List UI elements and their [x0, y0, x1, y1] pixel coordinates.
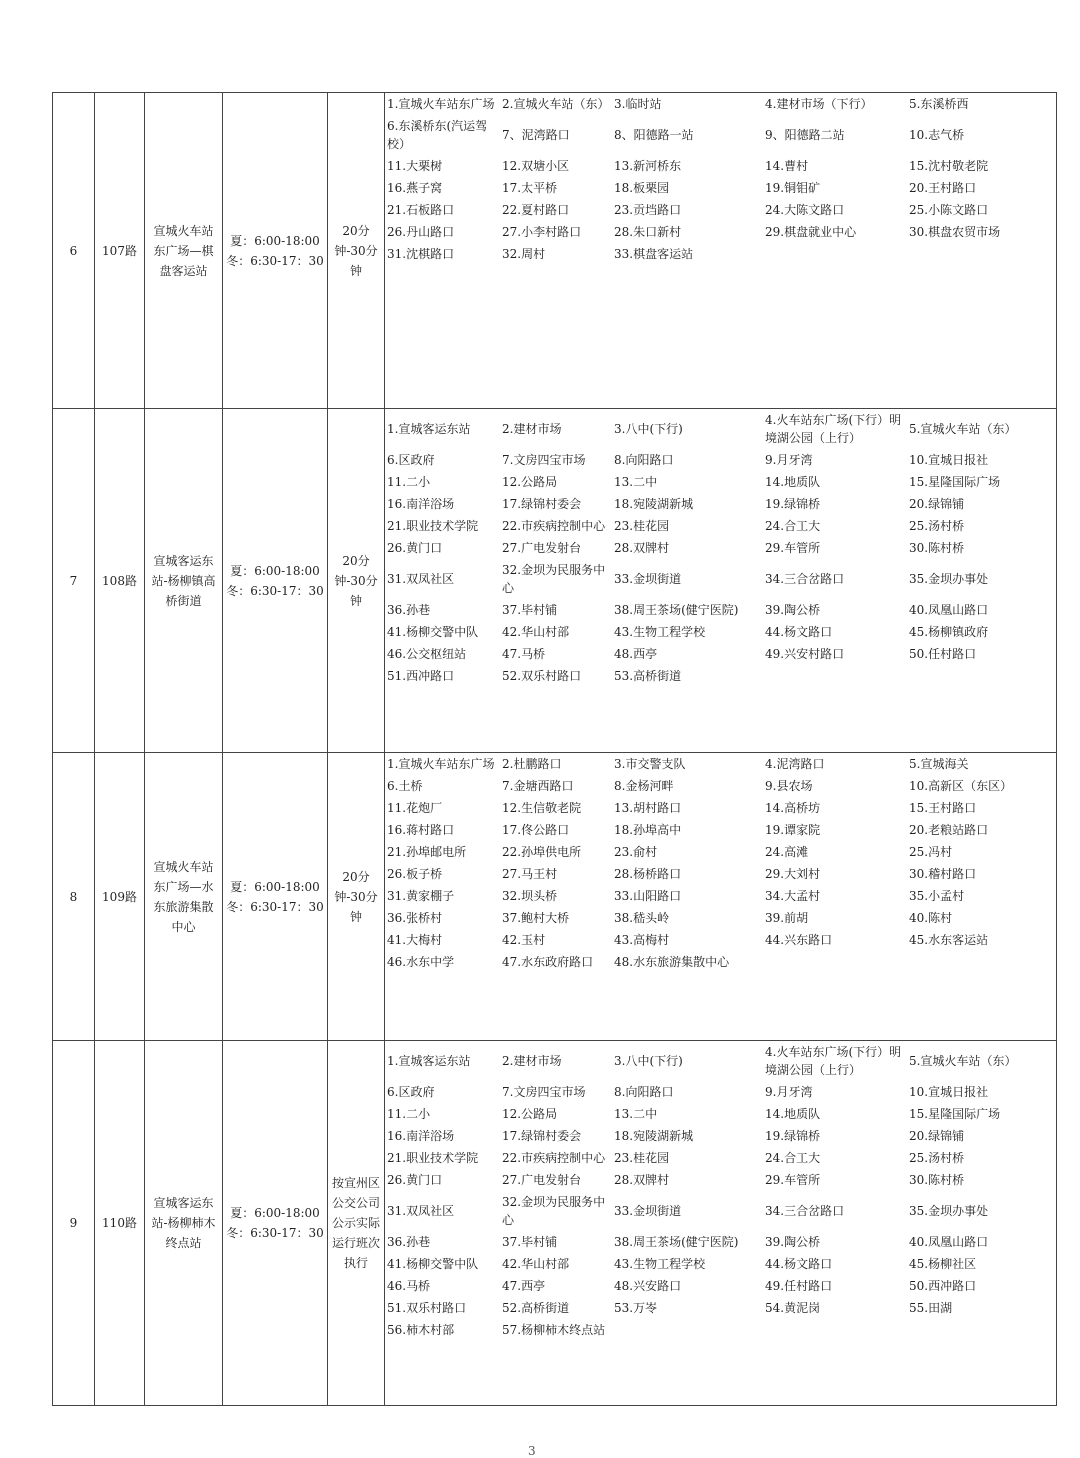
stop-item: 8.金杨河畔 [614, 779, 674, 793]
route-row [53, 93, 1057, 409]
stop-item: 15.星隆国际广场 [909, 475, 1001, 489]
stop-item: 53.万岺 [614, 1301, 658, 1315]
route-name-text: 宣城客运东站-杨柳柿木终点站 [151, 1196, 216, 1250]
route-number [95, 1041, 145, 1406]
stop-item: 48.西亭 [614, 647, 658, 661]
stop-item: 25.小陈文路口 [909, 203, 989, 217]
route-name [145, 93, 223, 409]
stop-item: 21.职业技术学院 [387, 519, 479, 533]
stop-item: 13.胡村路口 [614, 801, 682, 815]
stop-item: 11.二小 [387, 475, 431, 489]
interval-text: 按宣州区公交公司公示实际运行班次执行 [331, 1176, 380, 1270]
stop-item: 47.水东政府路口 [502, 955, 594, 969]
stop-item: 39.陶公桥 [765, 1235, 821, 1249]
summer-hours: 夏：6:00-18:00 [230, 563, 320, 578]
route-name [145, 1041, 223, 1406]
stop-item: 46.马桥 [387, 1279, 431, 1293]
stop-item: 47.马桥 [502, 647, 546, 661]
stop-item: 10.宣城日报社 [909, 1085, 989, 1099]
stop-item: 44.兴东路口 [765, 933, 833, 947]
stop-item: 4.火车站东广场(下行）明境湖公园（上行） [765, 413, 902, 445]
stop-item: 19.绿锦桥 [765, 1129, 821, 1143]
stop-item: 36.孙巷 [387, 1235, 431, 1249]
stop-item: 7.金塘西路口 [502, 779, 574, 793]
stops [385, 409, 1057, 753]
stop-item: 5.宣城火车站（东） [909, 422, 1017, 436]
stop-item: 23.桂花园 [614, 519, 670, 533]
stop-item: 5.东溪桥西 [909, 97, 969, 111]
stop-item: 26.板子桥 [387, 867, 443, 881]
stop-item: 45.杨柳镇政府 [909, 625, 989, 639]
stop-item: 37.鲍村大桥 [502, 911, 570, 925]
stop-item: 41.杨柳交警中队 [387, 625, 479, 639]
stop-item: 19.铜钼矿 [765, 181, 821, 195]
stop-item: 6.区政府 [387, 1085, 435, 1099]
stop-item: 28.朱口新村 [614, 225, 682, 239]
stop-item: 5.宣城海关 [909, 757, 969, 771]
stop-item: 51.双乐村路口 [387, 1301, 467, 1315]
stop-item: 16.南洋浴场 [387, 1129, 455, 1143]
stop-item: 38.嵇头岭 [614, 911, 670, 925]
row-number [53, 753, 95, 1041]
stop-item: 29.车管所 [765, 1173, 821, 1187]
stop-item: 56.柿木村部 [387, 1323, 455, 1337]
winter-hours: 冬：6:30-17：30 [226, 253, 324, 268]
summer-hours: 夏：6:00-18:00 [230, 233, 320, 248]
page-number: 3 [528, 1444, 536, 1458]
stop-item: 23.俞村 [614, 845, 658, 859]
stop-item: 19.绿锦桥 [765, 497, 821, 511]
stop-item: 20.王村路口 [909, 181, 977, 195]
stop-item: 2.建材市场 [502, 1054, 562, 1068]
stop-item: 28.杨桥路口 [614, 867, 682, 881]
stop-item: 11.二小 [387, 1107, 431, 1121]
stop-item: 9、阳德路二站 [765, 128, 845, 142]
stop-item: 14.地质队 [765, 1107, 821, 1121]
stop-list [385, 1041, 1056, 1341]
stop-item: 2.建材市场 [502, 422, 562, 436]
interval-text: 20分钟-30分钟 [334, 869, 378, 924]
operating-hours [223, 753, 328, 1041]
interval [328, 1041, 385, 1406]
stop-item: 21.职业技术学院 [387, 1151, 479, 1165]
stop-item: 18.孙埠高中 [614, 823, 682, 837]
stops [385, 753, 1057, 1041]
route-name-text: 宣城火车站东广场—棋盘客运站 [153, 223, 214, 278]
row-number [53, 93, 95, 409]
stop-item: 22.市疾病控制中心 [502, 519, 606, 533]
route-number-text: 107路 [102, 243, 137, 258]
stop-item: 36.张桥村 [387, 911, 443, 925]
stop-item: 22.市疾病控制中心 [502, 1151, 606, 1165]
stop-item: 4.泥湾路口 [765, 757, 825, 771]
stop-item: 47.西亭 [502, 1279, 546, 1293]
stop-item: 3.八中(下行) [614, 422, 683, 436]
bus-route-table [52, 92, 1057, 1406]
stop-item: 6.土桥 [387, 779, 423, 793]
stop-item: 28.双牌村 [614, 541, 670, 555]
stop-item: 33.金坝街道 [614, 1204, 682, 1218]
stop-item: 36.孙巷 [387, 603, 431, 617]
stop-item: 25.冯村 [909, 845, 953, 859]
stops [385, 93, 1057, 409]
stop-item: 34.三合岔路口 [765, 1204, 845, 1218]
stop-item: 20.绿锦铺 [909, 1129, 965, 1143]
stop-item: 25.汤村桥 [909, 1151, 965, 1165]
route-row [53, 1041, 1057, 1406]
route-name-text: 宣城火车站东广场—水东旅游集散中心 [153, 859, 214, 934]
stop-item: 42.华山村部 [502, 1257, 570, 1271]
interval-text: 20分钟-30分钟 [334, 553, 378, 608]
stop-item: 8.向阳路口 [614, 453, 674, 467]
interval [328, 93, 385, 409]
stop-item: 1.宣城火车站东广场 [387, 97, 495, 111]
interval [328, 753, 385, 1041]
stop-item: 39.前胡 [765, 911, 809, 925]
stop-item: 4.建材市场（下行） [765, 97, 873, 111]
route-number-text: 108路 [102, 573, 137, 588]
stop-item: 33.棋盘客运站 [614, 247, 694, 261]
stop-item: 29.车管所 [765, 541, 821, 555]
stop-item: 26.黄门口 [387, 1173, 443, 1187]
stop-item: 13.二中 [614, 1107, 658, 1121]
summer-hours: 夏：6:00-18:00 [230, 1206, 320, 1220]
stop-item: 5.宣城火车站（东） [909, 1054, 1017, 1068]
stop-item: 17.绿锦村委会 [502, 497, 582, 511]
stop-item: 12.公路局 [502, 475, 558, 489]
stop-item: 22.孙埠供电所 [502, 845, 582, 859]
stop-item: 29.大刘村 [765, 867, 821, 881]
row-number [53, 1041, 95, 1406]
stop-item: 42.华山村部 [502, 625, 570, 639]
stop-item: 51.西冲路口 [387, 669, 455, 683]
route-row [53, 409, 1057, 753]
stop-list [385, 93, 1056, 265]
stop-item: 14.曹村 [765, 159, 809, 173]
stop-item: 44.杨文路口 [765, 1257, 833, 1271]
stop-item: 18.宛陵湖新城 [614, 497, 694, 511]
winter-hours: 冬：6:30-17：30 [226, 899, 324, 914]
row-number [53, 409, 95, 753]
stop-item: 17.太平桥 [502, 181, 558, 195]
stop-item: 4.火车站东广场(下行）明境湖公园（上行） [765, 1045, 902, 1077]
stop-item: 48.兴安路口 [614, 1279, 682, 1293]
stop-item: 42.玉村 [502, 933, 546, 947]
stop-item: 41.杨柳交警中队 [387, 1257, 479, 1271]
stop-item: 31.双凤社区 [387, 572, 455, 586]
stop-item: 7.文房四宝市场 [502, 1085, 586, 1099]
stop-item: 7、泥湾路口 [502, 128, 570, 142]
stop-item: 15.星隆国际广场 [909, 1107, 1001, 1121]
stop-item: 2.杜鹏路口 [502, 757, 562, 771]
row-number-text: 7 [69, 573, 78, 588]
stop-item: 32.金坝为民服务中心 [502, 563, 606, 595]
stop-item: 23.桂花园 [614, 1151, 670, 1165]
stop-item: 32.坝头桥 [502, 889, 558, 903]
stop-item: 17.佟公路口 [502, 823, 570, 837]
stop-item: 30.陈村桥 [909, 1173, 965, 1187]
stop-item: 29.棋盘就业中心 [765, 225, 857, 239]
stop-item: 34.大孟村 [765, 889, 821, 903]
route-name [145, 409, 223, 753]
route-number-text: 110路 [102, 1216, 137, 1230]
route-number [95, 753, 145, 1041]
stop-item: 1.宣城客运东站 [387, 1054, 471, 1068]
stop-item: 52.高桥街道 [502, 1301, 570, 1315]
route-number [95, 93, 145, 409]
stop-item: 15.沈村敬老院 [909, 159, 989, 173]
stop-item: 23.贡垱路口 [614, 203, 682, 217]
stop-item: 37.毕村铺 [502, 603, 558, 617]
stop-item: 20.老粮站路口 [909, 823, 989, 837]
stop-item: 17.绿锦村委会 [502, 1129, 582, 1143]
route-number-text: 109路 [102, 889, 137, 904]
stop-item: 3.市交警支队 [614, 757, 686, 771]
route-number [95, 409, 145, 753]
stop-item: 9.月牙湾 [765, 453, 813, 467]
stop-item: 27.马王村 [502, 867, 558, 881]
stop-item: 27.广电发射台 [502, 541, 582, 555]
stop-item: 11.花炮厂 [387, 801, 443, 815]
stop-item: 45.杨柳社区 [909, 1257, 977, 1271]
stop-item: 1.宣城火车站东广场 [387, 757, 495, 771]
stop-item: 12.双塘小区 [502, 159, 570, 173]
stop-item: 46.水东中学 [387, 955, 455, 969]
row-number-text: 9 [69, 1216, 78, 1230]
interval-text: 20分钟-30分钟 [334, 223, 378, 278]
stop-item: 3.临时站 [614, 97, 662, 111]
interval [328, 409, 385, 753]
stop-item: 16.燕子窝 [387, 181, 443, 195]
route-name [145, 753, 223, 1041]
stop-item: 35.小孟村 [909, 889, 965, 903]
stop-item: 30.棋盘农贸市场 [909, 225, 1001, 239]
stop-item: 15.王村路口 [909, 801, 977, 815]
operating-hours [223, 409, 328, 753]
stop-item: 27.小李村路口 [502, 225, 582, 239]
stop-item: 46.公交枢纽站 [387, 647, 467, 661]
stop-item: 7.文房四宝市场 [502, 453, 586, 467]
stop-item: 41.大梅村 [387, 933, 443, 947]
stop-item: 21.孙埠邮电所 [387, 845, 467, 859]
stop-item: 50.西冲路口 [909, 1279, 977, 1293]
stop-item: 26.丹山路口 [387, 225, 455, 239]
stop-item: 13.二中 [614, 475, 658, 489]
stop-item: 27.广电发射台 [502, 1173, 582, 1187]
summer-hours: 夏：6:00-18:00 [230, 879, 320, 894]
stop-item: 30.稽村路口 [909, 867, 977, 881]
stop-item: 44.杨文路口 [765, 625, 833, 639]
winter-hours: 冬：6:30-17：30 [226, 583, 324, 598]
stop-item: 24.合工大 [765, 519, 821, 533]
stop-item: 32.金坝为民服务中心 [502, 1195, 606, 1227]
stop-item: 21.石板路口 [387, 203, 455, 217]
stop-item: 43.生物工程学校 [614, 1257, 706, 1271]
stop-item: 10.宣城日报社 [909, 453, 989, 467]
stop-item: 57.杨柳柿木终点站 [502, 1323, 606, 1337]
route-row [53, 753, 1057, 1041]
stop-item: 8.向阳路口 [614, 1085, 674, 1099]
stop-item: 16.蒋村路口 [387, 823, 455, 837]
stop-item: 54.黄泥岗 [765, 1301, 821, 1315]
stop-item: 48.水东旅游集散中心 [614, 955, 730, 969]
stop-item: 40.陈村 [909, 911, 953, 925]
stop-item: 8、阳德路一站 [614, 128, 694, 142]
row-number-text: 6 [69, 243, 78, 258]
stop-item: 18.板栗园 [614, 181, 670, 195]
stop-item: 31.黄家棚子 [387, 889, 455, 903]
stop-item: 11.大栗树 [387, 159, 443, 173]
stop-item: 24.高滩 [765, 845, 809, 859]
stop-item: 33.金坝街道 [614, 572, 682, 586]
stop-item: 43.高梅村 [614, 933, 670, 947]
stop-item: 9.月牙湾 [765, 1085, 813, 1099]
stop-list [385, 409, 1056, 687]
stop-item: 35.金坝办事处 [909, 1204, 989, 1218]
stop-item: 28.双牌村 [614, 1173, 670, 1187]
stop-item: 49.兴安村路口 [765, 647, 845, 661]
stop-item: 20.绿锦铺 [909, 497, 965, 511]
stop-item: 24.大陈文路口 [765, 203, 845, 217]
stop-item: 14.高桥坊 [765, 801, 821, 815]
stop-item: 10.高新区（东区） [909, 779, 1013, 793]
stop-item: 16.南洋浴场 [387, 497, 455, 511]
stop-item: 34.三合岔路口 [765, 572, 845, 586]
operating-hours [223, 93, 328, 409]
stop-item: 40.凤凰山路口 [909, 603, 989, 617]
stop-item: 49.任村路口 [765, 1279, 833, 1293]
stop-list [385, 753, 1056, 973]
stop-item: 38.周王茶场(健宁医院) [614, 603, 739, 617]
stop-item: 6.东溪桥东(汽运驾校） [387, 119, 488, 151]
stop-item: 35.金坝办事处 [909, 572, 989, 586]
stop-item: 43.生物工程学校 [614, 625, 706, 639]
stop-item: 14.地质队 [765, 475, 821, 489]
stop-item: 30.陈村桥 [909, 541, 965, 555]
stop-item: 18.宛陵湖新城 [614, 1129, 694, 1143]
stop-item: 31.双凤社区 [387, 1204, 455, 1218]
stop-item: 3.八中(下行) [614, 1054, 683, 1068]
route-name-text: 宣城客运东站-杨柳镇高桥街道 [151, 553, 216, 608]
stop-item: 1.宣城客运东站 [387, 422, 471, 436]
stop-item: 50.任村路口 [909, 647, 977, 661]
stop-item: 13.新河桥东 [614, 159, 682, 173]
stop-item: 12.公路局 [502, 1107, 558, 1121]
stop-item: 24.合工大 [765, 1151, 821, 1165]
stop-item: 6.区政府 [387, 453, 435, 467]
stop-item: 37.毕村铺 [502, 1235, 558, 1249]
stop-item: 33.山阳路口 [614, 889, 682, 903]
stop-item: 12.生信敬老院 [502, 801, 582, 815]
operating-hours [223, 1041, 328, 1406]
stop-item: 2.宣城火车站（东） [502, 97, 610, 111]
stop-item: 19.谭家院 [765, 823, 821, 837]
stops [385, 1041, 1057, 1406]
stop-item: 26.黄门口 [387, 541, 443, 555]
stop-item: 52.双乐村路口 [502, 669, 582, 683]
stop-item: 32.周村 [502, 247, 546, 261]
stop-item: 53.高桥街道 [614, 669, 682, 683]
stop-item: 39.陶公桥 [765, 603, 821, 617]
row-number-text: 8 [69, 889, 78, 904]
stop-item: 22.夏村路口 [502, 203, 570, 217]
stop-item: 31.沈棋路口 [387, 247, 455, 261]
stop-item: 45.水东客运站 [909, 933, 989, 947]
stop-item: 9.县农场 [765, 779, 813, 793]
winter-hours: 冬：6:30-17：30 [226, 1226, 324, 1240]
stop-item: 55.田湖 [909, 1301, 953, 1315]
stop-item: 10.志气桥 [909, 128, 965, 142]
stop-item: 40.凤凰山路口 [909, 1235, 989, 1249]
stop-item: 38.周王茶场(健宁医院) [614, 1235, 739, 1249]
stop-item: 25.汤村桥 [909, 519, 965, 533]
